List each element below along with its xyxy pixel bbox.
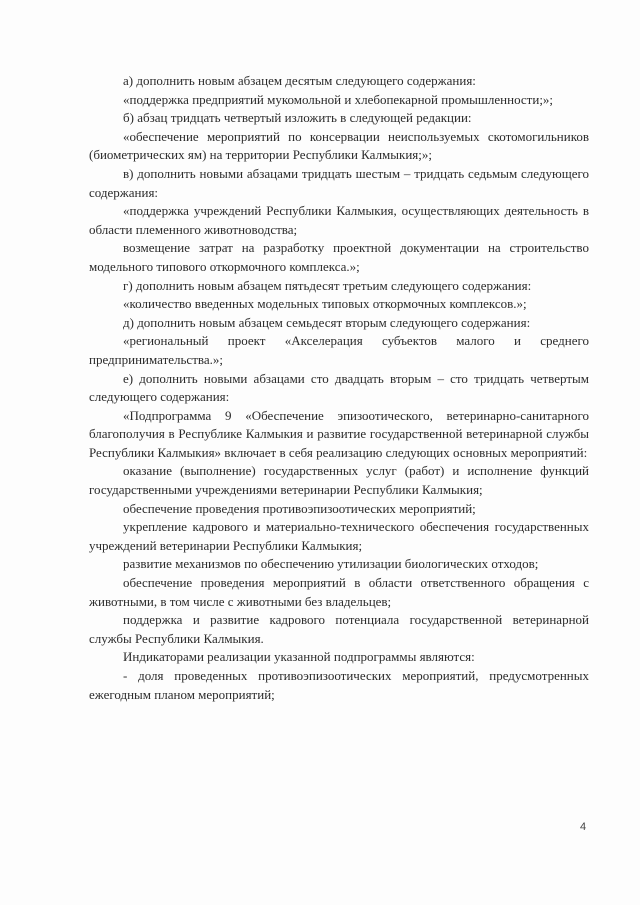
paragraph: в) дополнить новыми абзацами тридцать шестым – тридцать седьмым следующего содержания: xyxy=(89,165,589,200)
paragraph: «поддержка предприятий мукомольной и хлебопекарной промышленности;»; xyxy=(123,91,554,107)
paragraph: «обеспечение мероприятий по консервации неиспользуемых скотомогильников (биометрических ям) на территории Республики Калмыкия;»; xyxy=(89,128,589,163)
paragraph: Индикаторами реализации указанной подпрограммы являются: xyxy=(123,649,475,665)
paragraph: «Подпрограмма 9 «Обеспечение эпизоотического, ветеринарно-санитарного благополучия в Республике Калмыкия и развитие государственной ветеринарной службы Республики Калмыкия» включает в себя реализацию следующих основных мероприятий: xyxy=(89,407,589,460)
paragraph: «региональный проект «Акселерация субъектов малого и среднего предпринимательства.»; xyxy=(89,333,589,367)
paragraph: б) абзац тридцать четвертый изложить в следующей редакции: xyxy=(123,110,472,126)
paragraph: поддержка и развитие кадрового потенциала государственной ветеринарной службы Республики Калмыкия. xyxy=(89,612,589,646)
page-number: 4 xyxy=(580,821,587,833)
paragraph: «количество введенных модельных типовых откормочных комплексов.»; xyxy=(123,296,527,312)
paragraph: г) дополнить новым абзацем пятьдесят третьим следующего содержания: xyxy=(123,277,532,293)
paragraph: обеспечение проведения мероприятий в области ответственного обращения с животными, в том числе с животными без владельцев; xyxy=(89,575,589,609)
paragraph: развитие механизмов по обеспечению утилизации биологических отходов; xyxy=(123,556,539,572)
paragraph: «поддержка учреждений Республики Калмыкия, осуществляющих деятельность в области племенного животноводства; xyxy=(89,203,589,237)
paragraph: возмещение затрат на разработку проектной документации на строительство модельного типового откормочного комплекса.»; xyxy=(89,240,589,274)
paragraph: обеспечение проведения противоэпизоотических мероприятий; xyxy=(123,500,476,516)
paragraph: е) дополнить новыми абзацами сто двадцать вторым – сто тридцать четвертым следующего содержания: xyxy=(89,370,589,405)
document-body xyxy=(89,72,589,704)
paragraph: а) дополнить новым абзацем десятым следующего содержания: xyxy=(123,73,476,88)
paragraph: - доля проведенных противоэпизоотических мероприятий, предусмотренных ежегодным планом мероприятий; xyxy=(89,668,589,702)
paragraph: укрепление кадрового и материально-технического обеспечения государственных учреждений ветеринарии Республики Калмыкия; xyxy=(89,519,589,553)
paragraph: оказание (выполнение) государственных услуг (работ) и исполнение функций государственными учреждениями ветеринарии Республики Калмыкия; xyxy=(89,463,589,498)
paragraph: д) дополнить новым абзацем семьдесят вторым следующего содержания: xyxy=(123,314,531,330)
